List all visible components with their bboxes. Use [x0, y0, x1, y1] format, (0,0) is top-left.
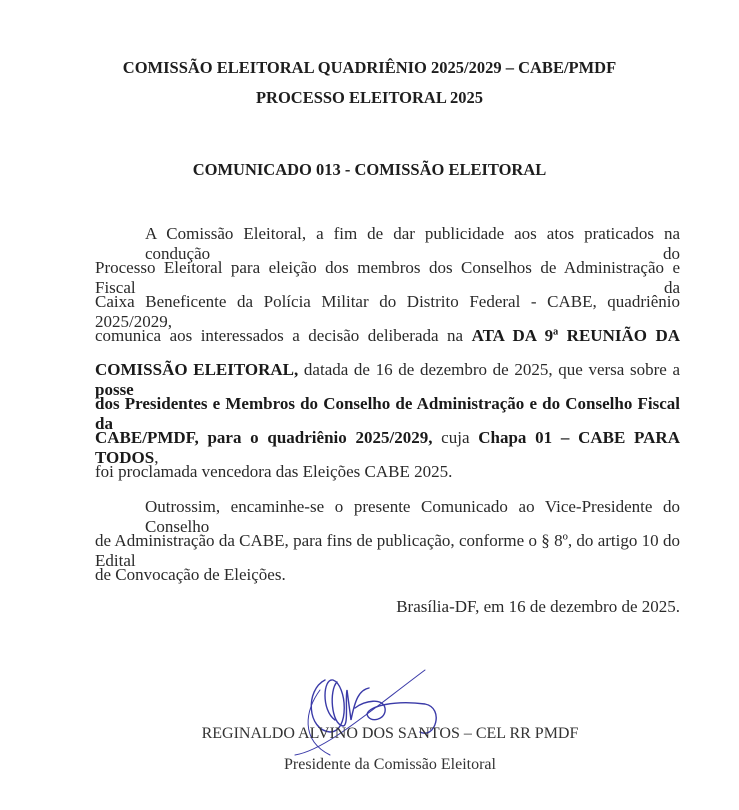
text-line: Processo Eleitoral para eleição dos membros dos Conselhos de Administração e Fiscal da: [95, 258, 680, 297]
text-line: A Comissão Eleitoral, a fim de dar publicidade aos atos praticados na condução do: [145, 224, 680, 263]
text-line: de Convocação de Eleições.: [95, 565, 286, 584]
text-segment: comunica aos interessados a decisão deliberada na: [95, 326, 472, 345]
text-line: Outrossim, encaminhe-se o presente Comunicado ao Vice-Presidente do Conselho: [145, 497, 680, 536]
bold-segment: dos Presidentes e Membros do Conselho de Administração e do Conselho Fiscal da: [95, 394, 680, 433]
document-title: COMUNICADO 013 - COMISSÃO ELEITORAL: [192, 160, 547, 179]
text-line: foi proclamada vencedora das Eleições CABE 2025.: [95, 462, 453, 481]
bold-segment: CABE/PMDF, para o quadriênio 2025/2029,: [95, 428, 433, 447]
header-line-2: PROCESSO ELEITORAL 2025: [255, 88, 484, 107]
bold-segment: posse: [95, 380, 134, 399]
date-place: Brasília-DF, em 16 de dezembro de 2025.: [396, 597, 680, 616]
text-line: de Administração da CABE, para fins de publicação, conforme o § 8º, do artigo 10 do Edital: [95, 531, 680, 570]
bold-segment: ATA DA 9ª REUNIÃO DA: [471, 326, 680, 345]
text-segment: ,: [154, 448, 159, 467]
header-line-1: COMISSÃO ELEITORAL QUADRIÊNIO 2025/2029 – CABE/PMDF: [122, 58, 617, 77]
text-line: [95, 326, 680, 346]
text-segment: cuja: [432, 428, 479, 447]
handwritten-signature: [285, 660, 455, 760]
bold-segment: Chapa 01 – CABE PARA TODOS: [95, 428, 680, 467]
bold-segment: COMISSÃO ELEITORAL,: [95, 360, 299, 379]
signatory-role: Presidente da Comissão Eleitoral: [284, 756, 496, 773]
text-line: Caixa Beneficente da Polícia Militar do Distrito Federal - CABE, quadriênio 2025/2029,: [95, 292, 680, 331]
signatory-name: REGINALDO ALVINO DOS SANTOS – CEL RR PMDF: [201, 725, 579, 742]
text-segment: datada de 16 de dezembro de 2025, que versa sobre a: [298, 360, 681, 379]
